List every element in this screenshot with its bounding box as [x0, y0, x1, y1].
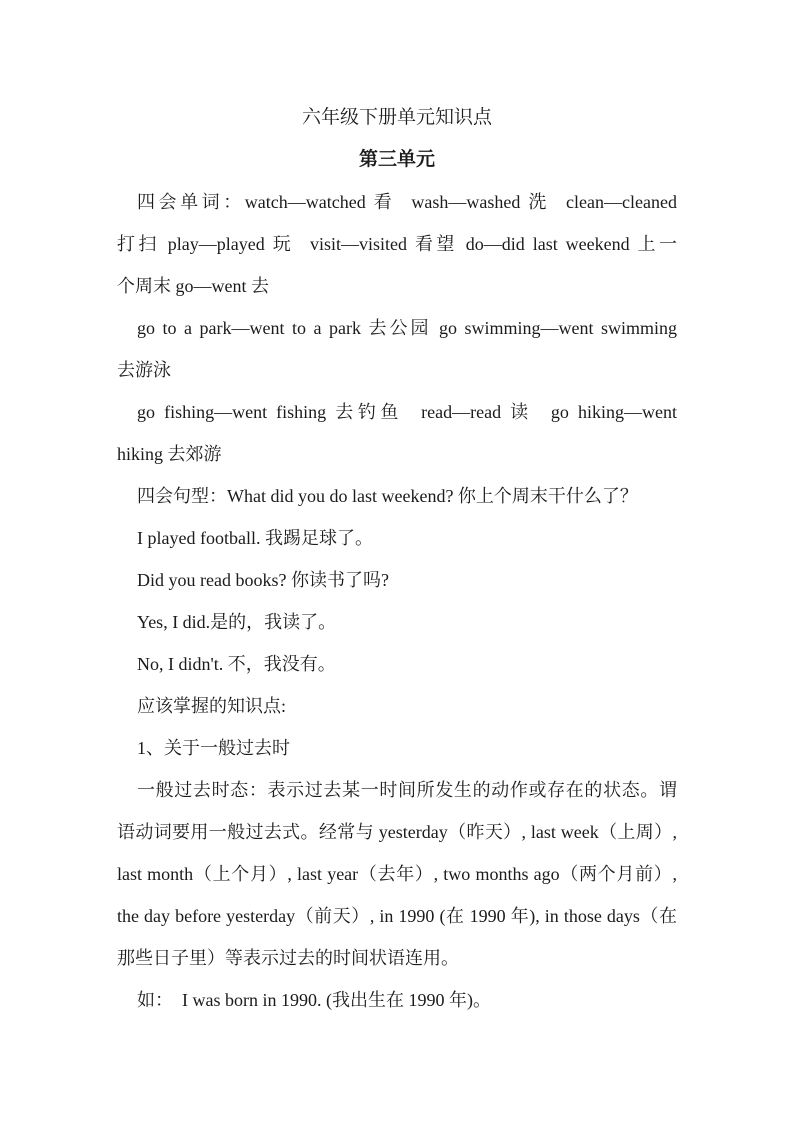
text-line: 打扫 play—played 玩 visit—visited 看望 do—did last weekend 上一	[117, 234, 677, 254]
text-line: No, I didn't. 不，我没有。	[137, 654, 336, 674]
text-line: 去游泳	[117, 360, 171, 380]
text-line: go fishing—went fishing 去钓鱼 read—read 读 go hiking—went	[137, 402, 677, 422]
unit-heading: 第三单元	[358, 149, 435, 170]
document-title: 六年级下册单元知识点	[301, 107, 492, 128]
text-line: 四会句型：What did you do last weekend? 你上个周末干什么了？	[137, 486, 638, 506]
text-line: I played football. 我踢足球了。	[137, 528, 373, 548]
text-line: go to a park—went to a park 去公园 go swimming—went swimming	[137, 318, 677, 338]
text-line: the day before yesterday（前天）, in 1990 (在 1990 年), in those days（在	[117, 906, 677, 926]
text-line: 那些日子里）等表示过去的时间状语连用。	[117, 948, 459, 968]
text-line: last month（上个月）, last year（去年）, two months ago（两个月前）,	[117, 864, 677, 884]
text-line: Yes, I did.是的，我读了。	[137, 612, 337, 632]
document-content	[117, 97, 677, 1021]
text-line: 一般过去时态：表示过去某一时间所发生的动作或存在的状态。谓	[137, 780, 677, 800]
text-line: hiking 去郊游	[117, 444, 222, 464]
text-line: 语动词要用一般过去式。经常与 yesterday（昨天）, last week（上周）,	[117, 822, 677, 842]
text-line: Did you read books? 你读书了吗?	[137, 570, 389, 590]
text-line: 个周末 go—went 去	[117, 276, 269, 296]
text-line: 如： I was born in 1990. (我出生在 1990 年)。	[137, 990, 491, 1010]
text-line: 1、关于一般过去时	[137, 738, 290, 758]
text-line: 四会单词：watch—watched 看 wash—washed 洗 clean—cleaned	[137, 192, 677, 212]
text-line: 应该掌握的知识点:	[137, 696, 287, 716]
